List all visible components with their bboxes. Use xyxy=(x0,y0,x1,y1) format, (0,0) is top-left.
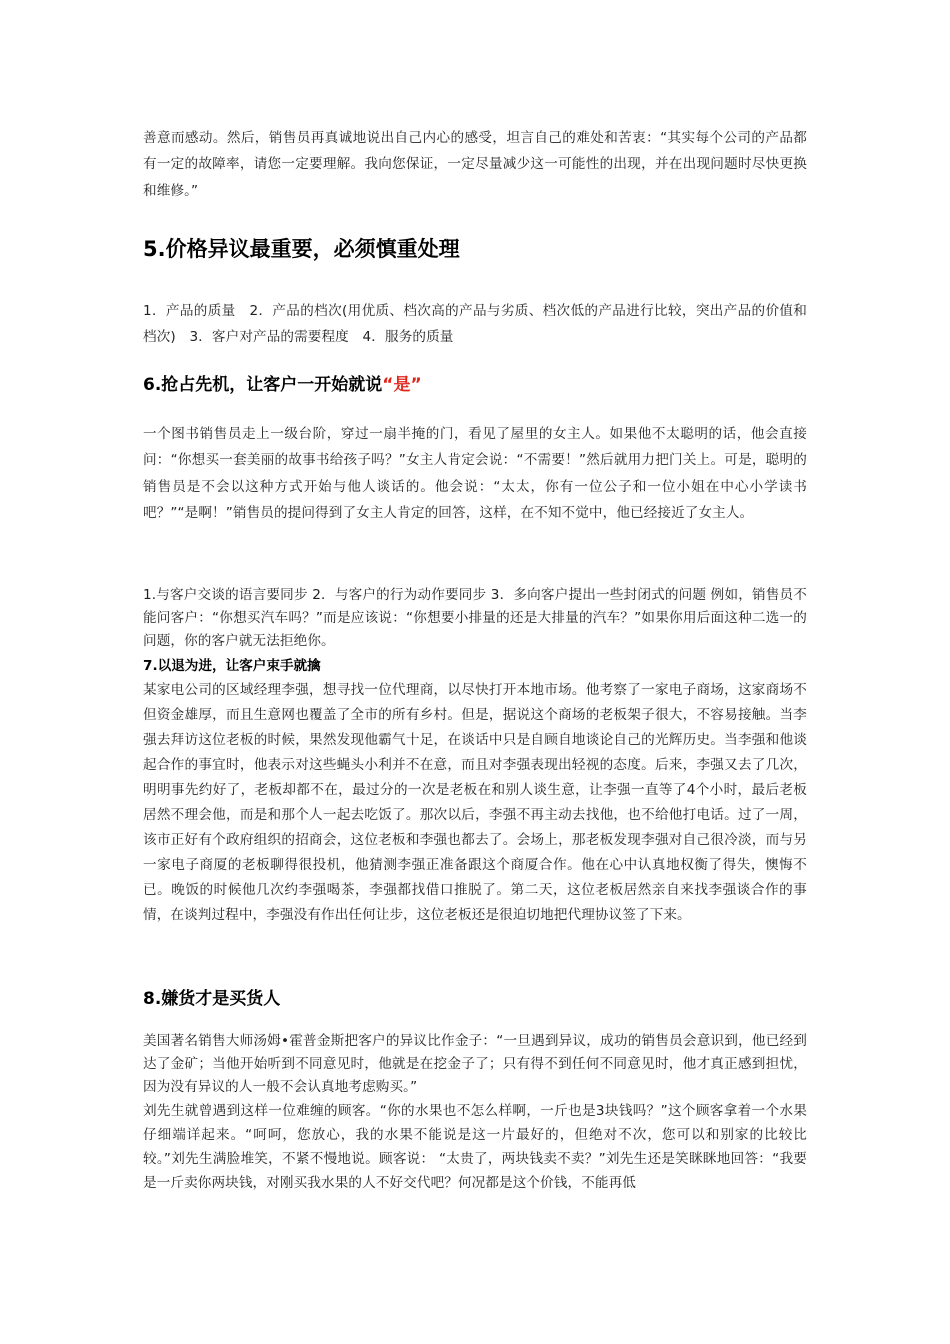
section-8-block xyxy=(143,1030,807,1195)
section-6-tips: 1.与客户交谈的语言要同步 2．与客户的行为动作要同步 3．多向客户提出一些封闭式的问题 例如，销售员不能问客户：“你想买汽车吗？”而是应该说：“你想要小排量的还是大排量的汽车？”如果你用后面这种二选一的问题，你的客户就无法拒绝你。 xyxy=(143,587,807,649)
section-6-story: 一个图书销售员走上一级台阶，穿过一扇半掩的门，看见了屋里的女主人。如果他不太聪明的话，他会直接问：“你想买一套美丽的故事书给孩子吗？”女主人肯定会说：“不需要！”然后就用力把门关上。可是，聪明的销售员是不会以这种方式开始与他人谈话的。他会说：“太太，你有一位公子和一位小姐在中心小学读书吧？”“是啊！”销售员的提问得到了女主人肯定的回答，这样，在不知不觉中，他已经接近了女主人。 xyxy=(143,426,807,521)
section-7-story: 某家电公司的区域经理李强，想寻找一位代理商，以尽快打开本地市场。他考察了一家电子商场，这家商场不但资金雄厚，而且生意网也覆盖了全市的所有乡村。但是，据说这个商场的老板架子很大，不容易接触。当李强去拜访这位老板的时候，果然发现他霸气十足，在谈话中只是自顾自地谈论自己的光辉历史。当李强和他谈起合作的事宜时，他表示对这些蝇头小利并不在意，而且对李强表现出轻视的态度。后来，李强又去了几次，明明事先约好了，老板却都不在，最过分的一次是老板在和别人谈生意，让李强一直等了4个小时，最后老板居然不理会他，而是和那个人一起去吃饭了。那次以后，李强不再主动去找他，也不给他打电话。过了一周，该市正好有个政府组织的招商会，这位老板和李强也都去了。会场上，那老板发现李强对自己很冷淡，而与另一家电子商厦的老板聊得很投机，他猜测李强正准备跟这个商厦合作。他在心中认真地权衡了得失，懊悔不已。晚饭的时候他几次约李强喝茶，李强都找借口推脱了。第二天，这位老板居然亲自来找李强谈合作的事情，在谈判过程中，李强没有作出任何让步，这位老板还是很迫切地把代理协议签了下来。 xyxy=(143,682,807,923)
section-6-heading xyxy=(143,370,422,395)
section-6-heading-text: 6.抢占先机，让客户一开始就说 xyxy=(143,375,383,395)
section-8-story: 刘先生就曾遇到这样一位难缠的顾客。“你的水果也不怎么样啊，一斤也是3块钱吗？”这个顾客拿着一个水果仔细端详起来。“呵呵，您放心，我的水果不能说是这一片最好的，但绝对不次，您可以和别家的比较比较。”刘先生满脸堆笑，不紧不慢地说。顾客说： “太贵了，两块钱卖不卖？”刘先生还是笑眯眯地回答：“我要是一斤卖你两块钱，对刚买我水果的人不好交代吧？何况都是这个价钱，不能再低 xyxy=(143,1103,807,1191)
section-5-heading: 5.价格异议最重要，必须慎重处理 xyxy=(143,237,460,261)
section-5-list: 1．产品的质量 2．产品的档次(用优质、档次高的产品与劣质、档次低的产品进行比较，突出产品的价值和档次) 3．客户对产品的需要程度 4．服务的质量 xyxy=(143,303,807,346)
section-7-block xyxy=(143,655,807,928)
intro-paragraph: 善意而感动。然后，销售员再真诚地说出自己内心的感受，坦言自己的难处和苦衷：“其实每个公司的产品都有一定的故障率，请您一定要理解。我向您保证，一定尽量减少这一可能性的出现，并在出现问题时尽快更换和维修。” xyxy=(143,130,807,199)
section-6-heading-highlight: “是” xyxy=(382,375,422,395)
section-7-heading: 7.以退为进，让客户束手就擒 xyxy=(143,658,321,674)
section-8-quote: 美国著名销售大师汤姆•霍普金斯把客户的异议比作金子：“一旦遇到异议，成功的销售员会意识到，他已经到达了金矿；当他开始听到不同意见时，他就是在挖金子了；只有得不到任何不同意见时，他才真正感到担忧，因为没有异议的人一般不会认真地考虑购买。” xyxy=(143,1033,807,1095)
section-8-heading: 8.嫌货才是买货人 xyxy=(143,989,281,1009)
